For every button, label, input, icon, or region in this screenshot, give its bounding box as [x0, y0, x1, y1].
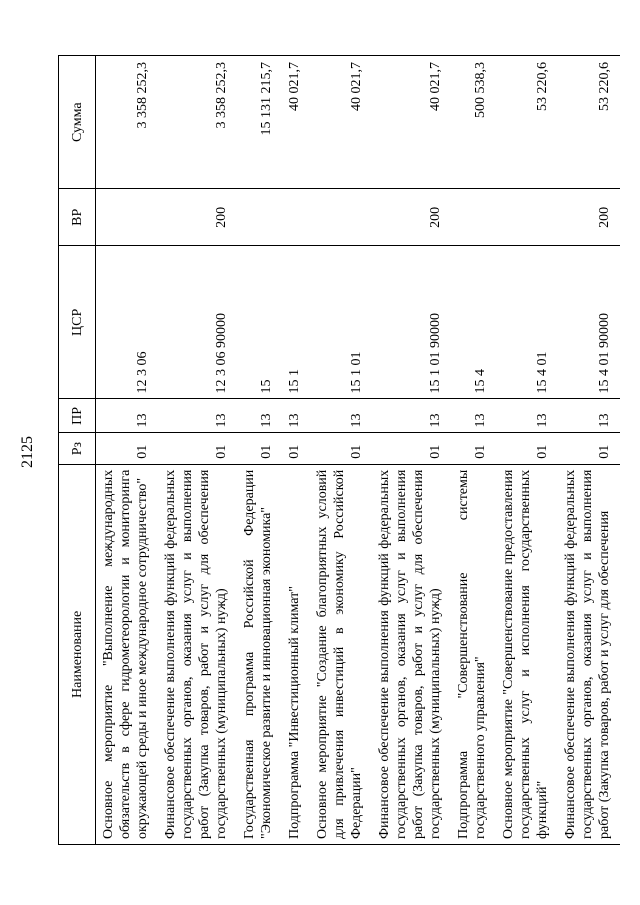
table-row: [237, 56, 282, 845]
row-name: Основное мероприятие "Совершенствование предоставления государственных услуг и исполнения государственных функций": [496, 464, 558, 844]
row-sum: 15 131 215,7: [237, 56, 282, 189]
row-rz: 01: [451, 433, 496, 464]
row-name: Основное мероприятие "Создание благоприятных условий для привлечения инвестиций в экономику Российской Федерации": [310, 464, 372, 844]
row-vr: [451, 189, 496, 246]
header-csr: ЦСР: [59, 246, 96, 399]
table-row: [372, 56, 451, 845]
row-csr: 15 4: [451, 246, 496, 399]
row-vr: [496, 189, 558, 246]
row-sum: 40 021,7: [282, 56, 310, 189]
table-row: [558, 56, 620, 845]
row-sum: 53 220,6: [496, 56, 558, 189]
header-vr: ВР: [59, 189, 96, 246]
header-sum: Сумма: [59, 56, 96, 189]
row-vr: 200: [372, 189, 451, 246]
row-pr: 13: [310, 399, 372, 433]
row-rz: 01: [558, 433, 620, 464]
row-csr: 12 3 06: [96, 246, 159, 399]
row-pr: 13: [96, 399, 159, 433]
row-sum: 53 220,6: [558, 56, 620, 189]
row-vr: [96, 189, 159, 246]
row-pr: 13: [282, 399, 310, 433]
row-pr: 13: [237, 399, 282, 433]
row-name: Основное мероприятие "Выполнение международных обязательств в сфере гидрометеорологии и мониторинга окружающей среды и иное международное сотрудничество": [96, 464, 159, 844]
row-vr: [237, 189, 282, 246]
row-pr: 13: [558, 399, 620, 433]
budget-table-page: [58, 55, 614, 845]
row-vr: 200: [558, 189, 620, 246]
row-rz: 01: [310, 433, 372, 464]
row-sum: 500 538,3: [451, 56, 496, 189]
table-header-row: [59, 56, 96, 845]
header-name: Наименование: [59, 464, 96, 844]
row-csr: 15 1 01 90000: [372, 246, 451, 399]
row-sum: 40 021,7: [310, 56, 372, 189]
row-vr: [282, 189, 310, 246]
row-csr: 15 4 01 90000: [558, 246, 620, 399]
row-sum: 3 358 252,3: [96, 56, 159, 189]
row-csr: 12 3 06 90000: [158, 246, 237, 399]
table-row: [282, 56, 310, 845]
row-name: Финансовое обеспечение выполнения функций федеральных государственных органов, оказания услуг и выполнения работ (Закупка товаров, работ и услуг для обеспечения государственных (муниципальных) нужд): [372, 464, 451, 844]
row-name: Подпрограмма "Совершенствование системы государственного управления": [451, 464, 496, 844]
row-sum: 40 021,7: [372, 56, 451, 189]
page-number-container: [8, 0, 38, 905]
budget-allocation-table: [58, 55, 620, 845]
row-rz: 01: [237, 433, 282, 464]
header-rz: Рз: [59, 433, 96, 464]
row-sum: 3 358 252,3: [158, 56, 237, 189]
row-rz: 01: [282, 433, 310, 464]
row-rz: 01: [96, 433, 159, 464]
row-csr: 15 1: [282, 246, 310, 399]
row-csr: 15 1 01: [310, 246, 372, 399]
row-pr: 13: [372, 399, 451, 433]
row-pr: 13: [158, 399, 237, 433]
page-number: 2125: [19, 436, 36, 468]
row-rz: 01: [158, 433, 237, 464]
header-pr: ПР: [59, 399, 96, 433]
row-pr: 13: [451, 399, 496, 433]
row-rz: 01: [372, 433, 451, 464]
table-row: [496, 56, 558, 845]
table-row: [96, 56, 159, 845]
row-name: Финансовое обеспечение выполнения функций федеральных государственных органов, оказания услуг и выполнения работ (Закупка товаров, работ и услуг для обеспечения государственных (муниципальных) нужд): [158, 464, 237, 844]
row-name: Подпрограмма "Инвестиционный климат": [282, 464, 310, 844]
table-row: [451, 56, 496, 845]
row-pr: 13: [496, 399, 558, 433]
row-name: Государственная программа Российской Федерации "Экономическое развитие и инновационная экономика": [237, 464, 282, 844]
row-vr: 200: [158, 189, 237, 246]
row-csr: 15: [237, 246, 282, 399]
row-csr: 15 4 01: [496, 246, 558, 399]
row-rz: 01: [496, 433, 558, 464]
table-row: [310, 56, 372, 845]
row-vr: [310, 189, 372, 246]
row-name: Финансовое обеспечение выполнения функций федеральных государственных органов, оказания услуг и выполнения работ (Закупка товаров, работ и услуг для обеспечения: [558, 464, 620, 844]
table-row: [158, 56, 237, 845]
